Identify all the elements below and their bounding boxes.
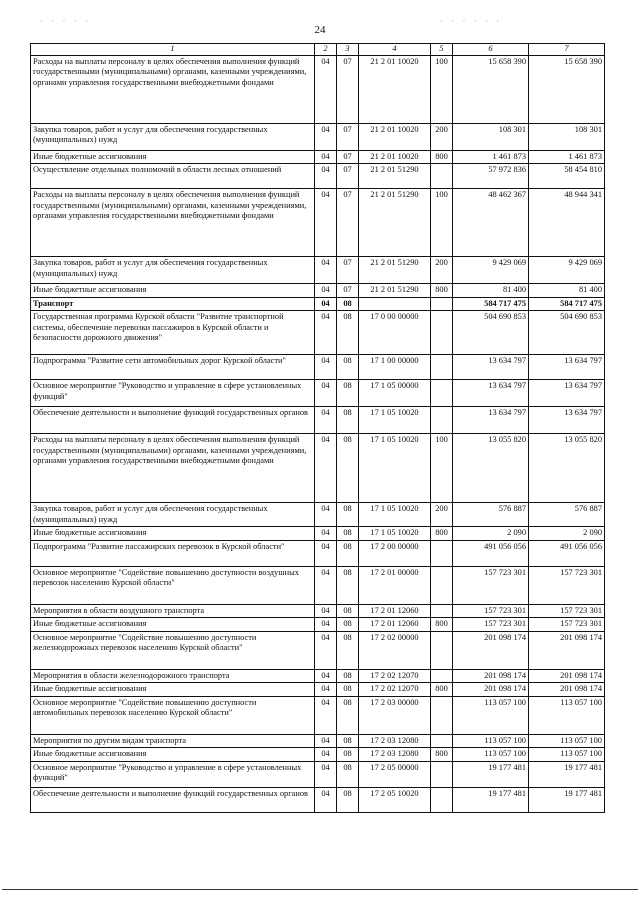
subsection-code-cell: 08 [337, 566, 359, 604]
row-name-cell: Подпрограмма "Развитие сети автомобильных дорог Курской области" [31, 355, 315, 380]
amount-cell-col6: 13 634 797 [453, 355, 529, 380]
subsection-code-cell: 08 [337, 748, 359, 762]
amount-cell-col7: 201 098 174 [529, 669, 605, 683]
amount-cell-col7: 19 177 481 [529, 761, 605, 787]
table-row [31, 257, 605, 284]
table-row [31, 618, 605, 632]
table-row [31, 527, 605, 541]
row-name-cell: Обеспечение деятельности и выполнение функций государственных органов [31, 407, 315, 434]
amount-cell-col6: 13 634 797 [453, 407, 529, 434]
amount-cell-col7: 13 634 797 [529, 355, 605, 380]
header-row [31, 44, 605, 56]
amount-cell-col7: 584 717 475 [529, 297, 605, 311]
table-row [31, 734, 605, 748]
subsection-code-cell: 08 [337, 540, 359, 566]
amount-cell-col6: 113 057 100 [453, 748, 529, 762]
subsection-code-cell: 07 [337, 189, 359, 257]
amount-cell-col6: 15 658 390 [453, 55, 529, 123]
table-row [31, 55, 605, 123]
expense-type-cell: 200 [431, 257, 453, 284]
column-header: 6 [453, 44, 529, 56]
expense-type-cell [431, 696, 453, 734]
subsection-code-cell: 08 [337, 631, 359, 669]
target-article-cell: 17 2 05 00000 [359, 761, 431, 787]
row-name-cell: Транспорт [31, 297, 315, 311]
target-article-cell: 17 1 05 00000 [359, 380, 431, 407]
subsection-code-cell: 07 [337, 164, 359, 189]
subsection-code-cell: 08 [337, 434, 359, 503]
table-row [31, 123, 605, 150]
target-article-cell: 17 2 01 00000 [359, 566, 431, 604]
row-name-cell: Основное мероприятие "Содействие повышению доступности железнодорожных перевозок населению Курской области" [31, 631, 315, 669]
row-name-cell: Иные бюджетные ассигнования [31, 618, 315, 632]
row-name-cell: Иные бюджетные ассигнования [31, 748, 315, 762]
row-name-cell: Закупка товаров, работ и услуг для обеспечения государственных (муниципальных) нужд [31, 123, 315, 150]
amount-cell-col6: 19 177 481 [453, 787, 529, 812]
table-row [31, 503, 605, 527]
amount-cell-col7: 13 634 797 [529, 380, 605, 407]
expense-type-cell: 100 [431, 189, 453, 257]
amount-cell-col6: 157 723 301 [453, 604, 529, 618]
amount-cell-col6: 576 887 [453, 503, 529, 527]
amount-cell-col7: 157 723 301 [529, 566, 605, 604]
subsection-code-cell: 08 [337, 669, 359, 683]
target-article-cell: 17 1 05 10020 [359, 407, 431, 434]
amount-cell-col7: 157 723 301 [529, 618, 605, 632]
section-code-cell: 04 [315, 189, 337, 257]
section-code-cell: 04 [315, 618, 337, 632]
row-name-cell: Расходы на выплаты персоналу в целях обеспечения выполнения функций государственными (муниципальными) органами, казенными учреждениями, органами управления государственными внебюджетными фондами [31, 55, 315, 123]
expense-type-cell: 800 [431, 284, 453, 298]
subsection-code-cell: 08 [337, 311, 359, 355]
subsection-code-cell: 08 [337, 527, 359, 541]
table-row [31, 434, 605, 503]
subsection-code-cell: 08 [337, 503, 359, 527]
amount-cell-col6: 48 462 367 [453, 189, 529, 257]
section-code-cell: 04 [315, 257, 337, 284]
section-code-cell: 04 [315, 284, 337, 298]
expense-type-cell [431, 787, 453, 812]
table-row [31, 164, 605, 189]
row-name-cell: Иные бюджетные ассигнования [31, 683, 315, 697]
expense-type-cell [431, 311, 453, 355]
target-article-cell: 17 2 02 12070 [359, 683, 431, 697]
row-name-cell: Закупка товаров, работ и услуг для обеспечения государственных (муниципальных) нужд [31, 503, 315, 527]
subsection-code-cell: 07 [337, 55, 359, 123]
table-row [31, 787, 605, 812]
amount-cell-col6: 9 429 069 [453, 257, 529, 284]
target-article-cell: 21 2 01 51290 [359, 257, 431, 284]
target-article-cell: 21 2 01 10020 [359, 123, 431, 150]
table-row [31, 748, 605, 762]
subsection-code-cell: 08 [337, 761, 359, 787]
row-name-cell: Обеспечение деятельности и выполнение функций государственных органов [31, 787, 315, 812]
table-row [31, 604, 605, 618]
expense-type-cell: 800 [431, 683, 453, 697]
table-row [31, 407, 605, 434]
target-article-cell: 17 2 03 12080 [359, 734, 431, 748]
amount-cell-col6: 113 057 100 [453, 734, 529, 748]
amount-cell-col7: 108 301 [529, 123, 605, 150]
row-name-cell: Основное мероприятие "Содействие повышению доступности автомобильных перевозок населению Курской области" [31, 696, 315, 734]
section-code-cell: 04 [315, 150, 337, 164]
target-article-cell: 17 2 03 00000 [359, 696, 431, 734]
row-name-cell: Мероприятия по другим видам транспорта [31, 734, 315, 748]
amount-cell-col7: 13 055 820 [529, 434, 605, 503]
section-code-cell: 04 [315, 734, 337, 748]
amount-cell-col7: 2 090 [529, 527, 605, 541]
section-code-cell: 04 [315, 297, 337, 311]
target-article-cell: 17 2 01 12060 [359, 618, 431, 632]
amount-cell-col7: 201 098 174 [529, 631, 605, 669]
target-article-cell: 21 2 01 10020 [359, 55, 431, 123]
amount-cell-col6: 201 098 174 [453, 669, 529, 683]
column-header: 7 [529, 44, 605, 56]
amount-cell-col6: 13 634 797 [453, 380, 529, 407]
amount-cell-col7: 15 658 390 [529, 55, 605, 123]
subsection-code-cell: 07 [337, 257, 359, 284]
row-name-cell: Основное мероприятие "Содействие повышению доступности воздушных перевозок населению Курской области" [31, 566, 315, 604]
row-name-cell: Иные бюджетные ассигнования [31, 284, 315, 298]
section-code-cell: 04 [315, 503, 337, 527]
expense-type-cell [431, 164, 453, 189]
expense-type-cell [431, 604, 453, 618]
row-name-cell: Мероприятия в области воздушного транспорта [31, 604, 315, 618]
row-name-cell: Расходы на выплаты персоналу в целях обеспечения выполнения функций государственными (муниципальными) органами, казенными учреждениями, органами управления государственными внебюджетными фондами [31, 189, 315, 257]
row-name-cell: Подпрограмма "Развитие пассажирских перевозок в Курской области" [31, 540, 315, 566]
section-code-cell: 04 [315, 434, 337, 503]
expense-type-cell: 200 [431, 503, 453, 527]
subsection-code-cell: 08 [337, 683, 359, 697]
target-article-cell: 21 2 01 51290 [359, 164, 431, 189]
table-row [31, 540, 605, 566]
subsection-code-cell: 08 [337, 297, 359, 311]
amount-cell-col7: 13 634 797 [529, 407, 605, 434]
scan-noise: · · · · · [40, 16, 91, 26]
amount-cell-col7: 576 887 [529, 503, 605, 527]
target-article-cell: 17 2 02 12070 [359, 669, 431, 683]
amount-cell-col6: 113 057 100 [453, 696, 529, 734]
table-row [31, 284, 605, 298]
amount-cell-col7: 1 461 873 [529, 150, 605, 164]
subsection-code-cell: 08 [337, 787, 359, 812]
expense-type-cell [431, 734, 453, 748]
row-name-cell: Иные бюджетные ассигнования [31, 527, 315, 541]
column-header: 1 [31, 44, 315, 56]
amount-cell-col7: 491 056 056 [529, 540, 605, 566]
target-article-cell: 17 1 05 10020 [359, 503, 431, 527]
row-name-cell: Иные бюджетные ассигнования [31, 150, 315, 164]
target-article-cell: 17 1 05 10020 [359, 527, 431, 541]
table-row [31, 150, 605, 164]
table-row [31, 189, 605, 257]
section-code-cell: 04 [315, 748, 337, 762]
section-code-cell: 04 [315, 683, 337, 697]
target-article-cell: 17 0 00 00000 [359, 311, 431, 355]
table-row [31, 380, 605, 407]
amount-cell-col7: 504 690 853 [529, 311, 605, 355]
amount-cell-col6: 504 690 853 [453, 311, 529, 355]
column-header: 2 [315, 44, 337, 56]
subsection-code-cell: 08 [337, 618, 359, 632]
section-code-cell: 04 [315, 787, 337, 812]
table-row [31, 355, 605, 380]
subsection-code-cell: 08 [337, 734, 359, 748]
amount-cell-col7: 201 098 174 [529, 683, 605, 697]
subsection-code-cell: 08 [337, 380, 359, 407]
row-name-cell: Мероприятия в области железнодорожного транспорта [31, 669, 315, 683]
expense-type-cell [431, 566, 453, 604]
amount-cell-col7: 113 057 100 [529, 748, 605, 762]
section-code-cell: 04 [315, 696, 337, 734]
amount-cell-col7: 9 429 069 [529, 257, 605, 284]
column-header: 4 [359, 44, 431, 56]
section-code-cell: 04 [315, 527, 337, 541]
expense-type-cell [431, 669, 453, 683]
table-row [31, 696, 605, 734]
subsection-code-cell: 07 [337, 123, 359, 150]
expense-type-cell: 100 [431, 55, 453, 123]
amount-cell-col6: 201 098 174 [453, 631, 529, 669]
target-article-cell: 17 2 05 10020 [359, 787, 431, 812]
page-bottom-rule [2, 889, 638, 890]
target-article-cell: 17 2 02 00000 [359, 631, 431, 669]
subsection-code-cell: 08 [337, 407, 359, 434]
section-code-cell: 04 [315, 355, 337, 380]
expense-type-cell [431, 297, 453, 311]
target-article-cell: 17 1 00 00000 [359, 355, 431, 380]
expense-type-cell [431, 380, 453, 407]
section-code-cell: 04 [315, 311, 337, 355]
section-code-cell: 04 [315, 164, 337, 189]
section-code-cell: 04 [315, 380, 337, 407]
expense-type-cell [431, 761, 453, 787]
subsection-code-cell: 08 [337, 604, 359, 618]
subsection-code-cell: 07 [337, 284, 359, 298]
target-article-cell: 17 2 01 12060 [359, 604, 431, 618]
target-article-cell: 21 2 01 51290 [359, 189, 431, 257]
target-article-cell: 21 2 01 10020 [359, 150, 431, 164]
row-name-cell: Расходы на выплаты персоналу в целях обеспечения выполнения функций государственными (муниципальными) органами, казенными учреждениями, органами управления государственными внебюджетными фондами [31, 434, 315, 503]
amount-cell-col6: 491 056 056 [453, 540, 529, 566]
amount-cell-col7: 19 177 481 [529, 787, 605, 812]
expense-type-cell: 800 [431, 748, 453, 762]
table-row [31, 683, 605, 697]
amount-cell-col6: 157 723 301 [453, 566, 529, 604]
section-code-cell: 04 [315, 761, 337, 787]
target-article-cell: 17 2 00 00000 [359, 540, 431, 566]
amount-cell-col7: 113 057 100 [529, 734, 605, 748]
target-article-cell: 17 1 05 10020 [359, 434, 431, 503]
expense-type-cell [431, 355, 453, 380]
expense-type-cell [431, 540, 453, 566]
page-number: 24 [314, 24, 326, 36]
amount-cell-col6: 81 400 [453, 284, 529, 298]
target-article-cell: 21 2 01 51290 [359, 284, 431, 298]
table-row [31, 566, 605, 604]
amount-cell-col6: 157 723 301 [453, 618, 529, 632]
row-name-cell: Закупка товаров, работ и услуг для обеспечения государственных (муниципальных) нужд [31, 257, 315, 284]
table-row [31, 631, 605, 669]
expense-type-cell [431, 631, 453, 669]
subsection-code-cell: 08 [337, 355, 359, 380]
expense-type-cell: 100 [431, 434, 453, 503]
expense-type-cell [431, 407, 453, 434]
amount-cell-col6: 201 098 174 [453, 683, 529, 697]
section-code-cell: 04 [315, 55, 337, 123]
section-code-cell: 04 [315, 631, 337, 669]
column-header: 3 [337, 44, 359, 56]
amount-cell-col7: 48 944 341 [529, 189, 605, 257]
section-code-cell: 04 [315, 604, 337, 618]
section-code-cell: 04 [315, 123, 337, 150]
amount-cell-col7: 157 723 301 [529, 604, 605, 618]
expense-type-cell: 800 [431, 527, 453, 541]
section-code-cell: 04 [315, 407, 337, 434]
target-article-cell [359, 297, 431, 311]
row-name-cell: Основное мероприятие "Руководство и управление в сфере установленных функций" [31, 761, 315, 787]
expense-type-cell: 800 [431, 618, 453, 632]
amount-cell-col6: 1 461 873 [453, 150, 529, 164]
amount-cell-col6: 19 177 481 [453, 761, 529, 787]
row-name-cell: Основное мероприятие "Руководство и управление в сфере установленных функций" [31, 380, 315, 407]
section-code-cell: 04 [315, 566, 337, 604]
budget-table [30, 43, 605, 813]
row-name-cell: Осуществление отдельных полномочий в области лесных отношений [31, 164, 315, 189]
subsection-code-cell: 08 [337, 696, 359, 734]
subsection-code-cell: 07 [337, 150, 359, 164]
row-name-cell: Государственная программа Курской области "Развитие транспортной системы, обеспечение перевозки пассажиров в Курской области и безопасности дорожного движения" [31, 311, 315, 355]
column-header: 5 [431, 44, 453, 56]
section-code-cell: 04 [315, 540, 337, 566]
table-row [31, 669, 605, 683]
amount-cell-col6: 2 090 [453, 527, 529, 541]
expense-type-cell: 800 [431, 150, 453, 164]
expense-type-cell: 200 [431, 123, 453, 150]
table-row [31, 761, 605, 787]
amount-cell-col6: 584 717 475 [453, 297, 529, 311]
table-row [31, 297, 605, 311]
amount-cell-col6: 57 972 836 [453, 164, 529, 189]
target-article-cell: 17 2 03 12080 [359, 748, 431, 762]
table-row [31, 311, 605, 355]
section-code-cell: 04 [315, 669, 337, 683]
amount-cell-col7: 113 057 100 [529, 696, 605, 734]
amount-cell-col6: 13 055 820 [453, 434, 529, 503]
amount-cell-col7: 81 400 [529, 284, 605, 298]
amount-cell-col6: 108 301 [453, 123, 529, 150]
scan-noise: · · · · · · [440, 16, 503, 26]
amount-cell-col7: 58 454 810 [529, 164, 605, 189]
